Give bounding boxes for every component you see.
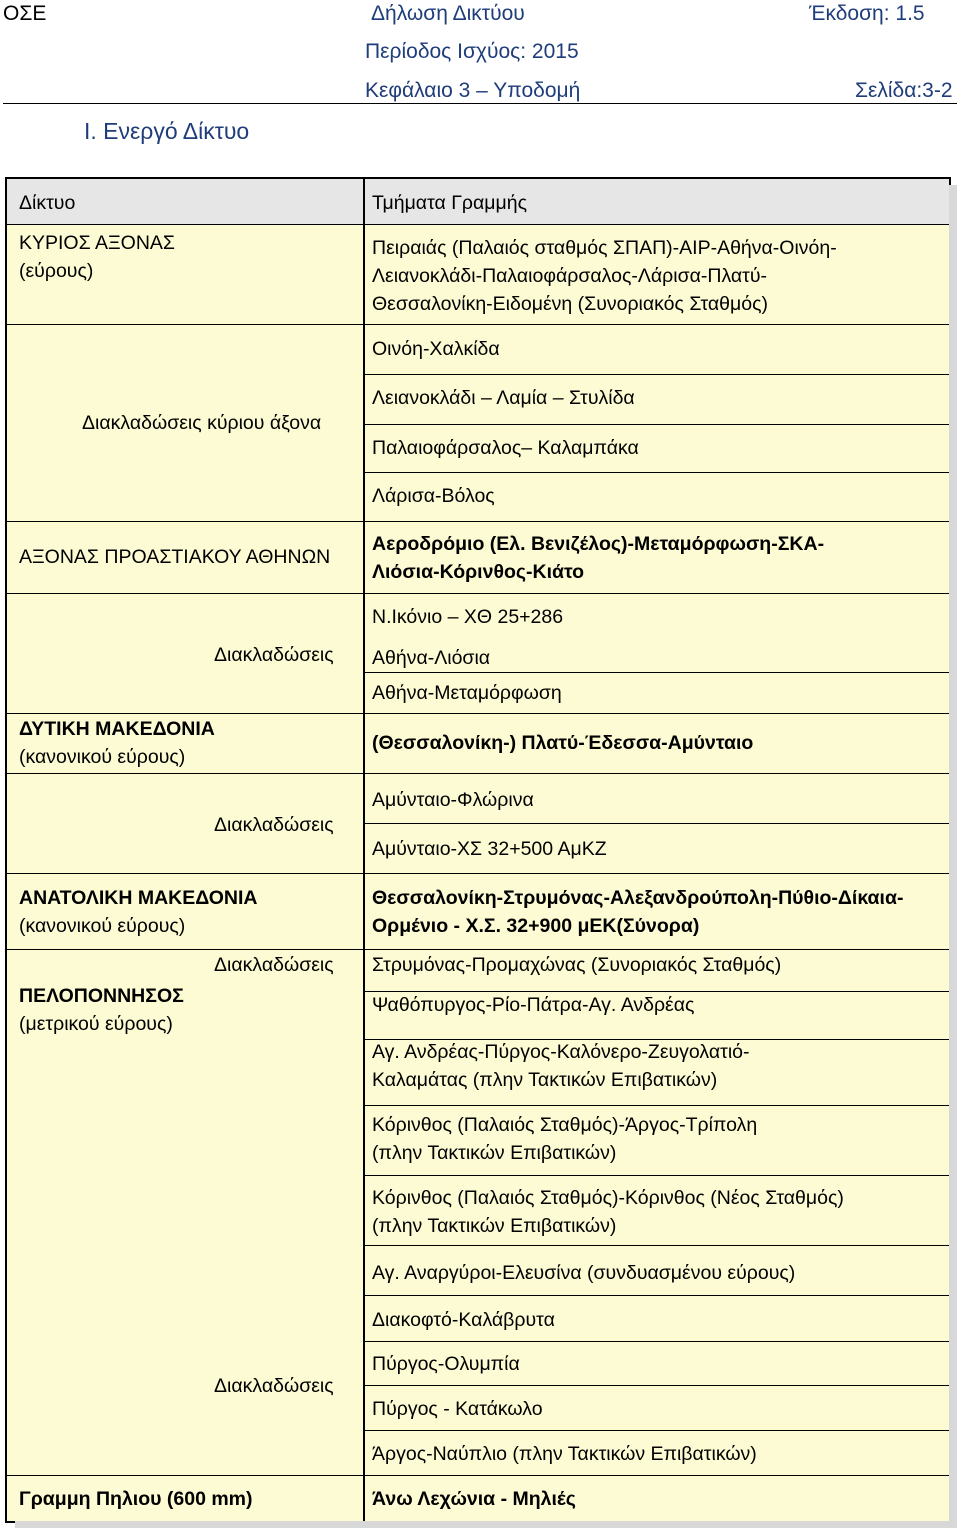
branch-item: Διακοφτό-Καλάβρυτα (372, 1309, 555, 1331)
network-table (5, 177, 951, 1523)
branch-item: Αθήνα-Λιόσια (372, 647, 491, 669)
east-macedonia-line: Θεσσαλονίκη-Στρυμόνας-Αλεξανδρούπολη-Πύθιο-Δίκαια- (372, 887, 904, 909)
main-axis-line: Πειραιάς (Παλαιός σταθμός ΣΠΑΠ)-ΑΙΡ-Αθήνα-Οινόη- (372, 237, 837, 259)
row-divider (7, 1475, 949, 1476)
document-title: Δήλωση Δικτύου (371, 2, 525, 25)
row-divider (364, 672, 949, 673)
column-header-segments: Τμήματα Γραμμής (372, 192, 528, 214)
column-divider (363, 179, 365, 1521)
suburban-axis-name: ΑΞΟΝΑΣ ΠΡΟΑΣΤΙΑΚΟΥ ΑΘΗΝΩΝ (19, 546, 331, 568)
main-axis-gauge: (εύρους) (19, 260, 94, 282)
branch-item: (πλην Τακτικών Επιβατικών) (372, 1142, 617, 1164)
row-divider (364, 1175, 949, 1176)
peloponnese-gauge: (μετρικού εύρους) (19, 1013, 173, 1035)
east-branches-label: Διακλαδώσεις (214, 954, 334, 976)
row-divider (364, 424, 949, 425)
table-shadow-bottom (15, 1521, 957, 1528)
chapter-title: Κεφάλαιο 3 – Υποδομή (365, 79, 581, 102)
row-divider (364, 374, 949, 375)
row-divider (364, 1295, 949, 1296)
main-branches-label: Διακλαδώσεις κύριου άξονα (82, 412, 322, 434)
row-divider (364, 1105, 949, 1106)
row-divider (364, 1341, 949, 1342)
row-divider (7, 224, 949, 225)
east-macedonia-name: ΑΝΑΤΟΛΙΚΗ ΜΑΚΕΔΟΝΙΑ (19, 887, 258, 909)
west-macedonia-line: (Θεσσαλονίκη-) Πλατύ-Έδεσσα-Αμύνταιο (372, 732, 754, 754)
west-macedonia-gauge: (κανονικού εύρους) (19, 746, 186, 768)
row-divider (364, 1245, 949, 1246)
row-divider (364, 1430, 949, 1431)
edition: Έκδοση: 1.5 (809, 2, 925, 25)
row-divider (364, 949, 949, 950)
main-axis-line: Λειανοκλάδι-Παλαιοφάρσαλος-Λάρισα-Πλατύ- (372, 265, 768, 287)
branch-item: Ψαθόπυργος-Ρίο-Πάτρα-Αγ. Ανδρέας (372, 994, 695, 1016)
branch-item: Πύργος-Ολυμπία (372, 1353, 520, 1375)
header-rule (3, 103, 957, 104)
branch-item: Παλαιοφάρσαλος– Καλαμπάκα (372, 437, 639, 459)
section-title: Ι. Ενεργό Δίκτυο (84, 118, 250, 144)
peloponnese-name: ΠΕΛΟΠΟΝΝΗΣΟΣ (19, 985, 184, 1007)
suburban-branches-label: Διακλαδώσεις (214, 644, 334, 666)
column-header-network: Δίκτυο (19, 192, 76, 214)
west-macedonia-name: ΔΥΤΙΚΗ ΜΑΚΕΔΟΝΙΑ (19, 718, 215, 740)
branch-item: Κόρινθος (Παλαιός Σταθμός)-Κόρινθος (Νέος Σταθμός) (372, 1187, 844, 1209)
branch-item: Στρυμόνας-Προμαχώνας (Συνοριακός Σταθμός) (372, 954, 782, 976)
branch-item: Αμύνταιο-Φλώρινα (372, 789, 534, 811)
branch-item: Λειανοκλάδι – Λαμία – Στυλίδα (372, 387, 635, 409)
pilio-line-name: Γραμμη Πηλιου (600 mm) (19, 1488, 253, 1510)
branch-item: Αθήνα-Μεταμόρφωση (372, 682, 562, 704)
branch-item: Οινόη-Χαλκίδα (372, 338, 500, 360)
pilio-line: Άνω Λεχώνια - Μηλιές (372, 1488, 576, 1510)
peloponnese-branches-label: Διακλαδώσεις (214, 1375, 334, 1397)
west-branches-label: Διακλαδώσεις (214, 814, 334, 836)
main-axis-line: Θεσσαλονίκη-Ειδομένη (Συνοριακός Σταθμός) (372, 293, 768, 315)
row-divider (7, 873, 949, 874)
branch-item: Λάρισα-Βόλος (372, 485, 495, 507)
row-divider (7, 521, 949, 522)
row-divider (364, 823, 949, 824)
branch-item: Κόρινθος (Παλαιός Σταθμός)-Άργος-Τρίπολη (372, 1114, 758, 1136)
east-macedonia-line: Ορμένιο - Χ.Σ. 32+900 μΕΚ(Σύνορα) (372, 915, 700, 937)
row-divider (7, 593, 949, 594)
branch-item: Πύργος - Κατάκωλο (372, 1398, 543, 1420)
east-macedonia-gauge: (κανονικού εύρους) (19, 915, 186, 937)
row-divider (7, 773, 949, 774)
branch-item: Αγ. Αναργύροι-Ελευσίνα (συνδυασμένου εύρους) (372, 1262, 796, 1284)
table-shadow (949, 185, 957, 1527)
branch-item: Άργος-Ναύπλιο (πλην Τακτικών Επιβατικών) (372, 1443, 757, 1465)
suburban-line: Λιόσια-Κόρινθος-Κιάτο (372, 561, 585, 583)
branch-item: Ν.Ικόνιο – ΧΘ 25+286 (372, 606, 564, 628)
row-divider (7, 713, 949, 714)
row-divider (364, 1385, 949, 1386)
branch-item: Αμύνταιο-ΧΣ 32+500 ΑμΚΖ (372, 838, 607, 860)
row-divider (7, 949, 363, 950)
row-divider (364, 472, 949, 473)
org-name: ΟΣΕ (3, 2, 47, 25)
suburban-line: Αεροδρόμιο (Ελ. Βενιζέλος)-Μεταμόρφωση-ΣΚΑ- (372, 533, 825, 555)
page-number: Σελίδα:3-2 (855, 79, 953, 102)
row-divider (7, 324, 949, 325)
branch-item: Αγ. Ανδρέας-Πύργος-Καλόνερο-Ζευγολατιό- (372, 1041, 750, 1063)
branch-item: Καλαμάτας (πλην Τακτικών Επιβατικών) (372, 1069, 718, 1091)
main-axis-name: ΚΥΡΙΟΣ ΑΞΟΝΑΣ (19, 232, 175, 254)
branch-item: (πλην Τακτικών Επιβατικών) (372, 1215, 617, 1237)
validity-period: Περίοδος Ισχύος: 2015 (365, 40, 579, 63)
